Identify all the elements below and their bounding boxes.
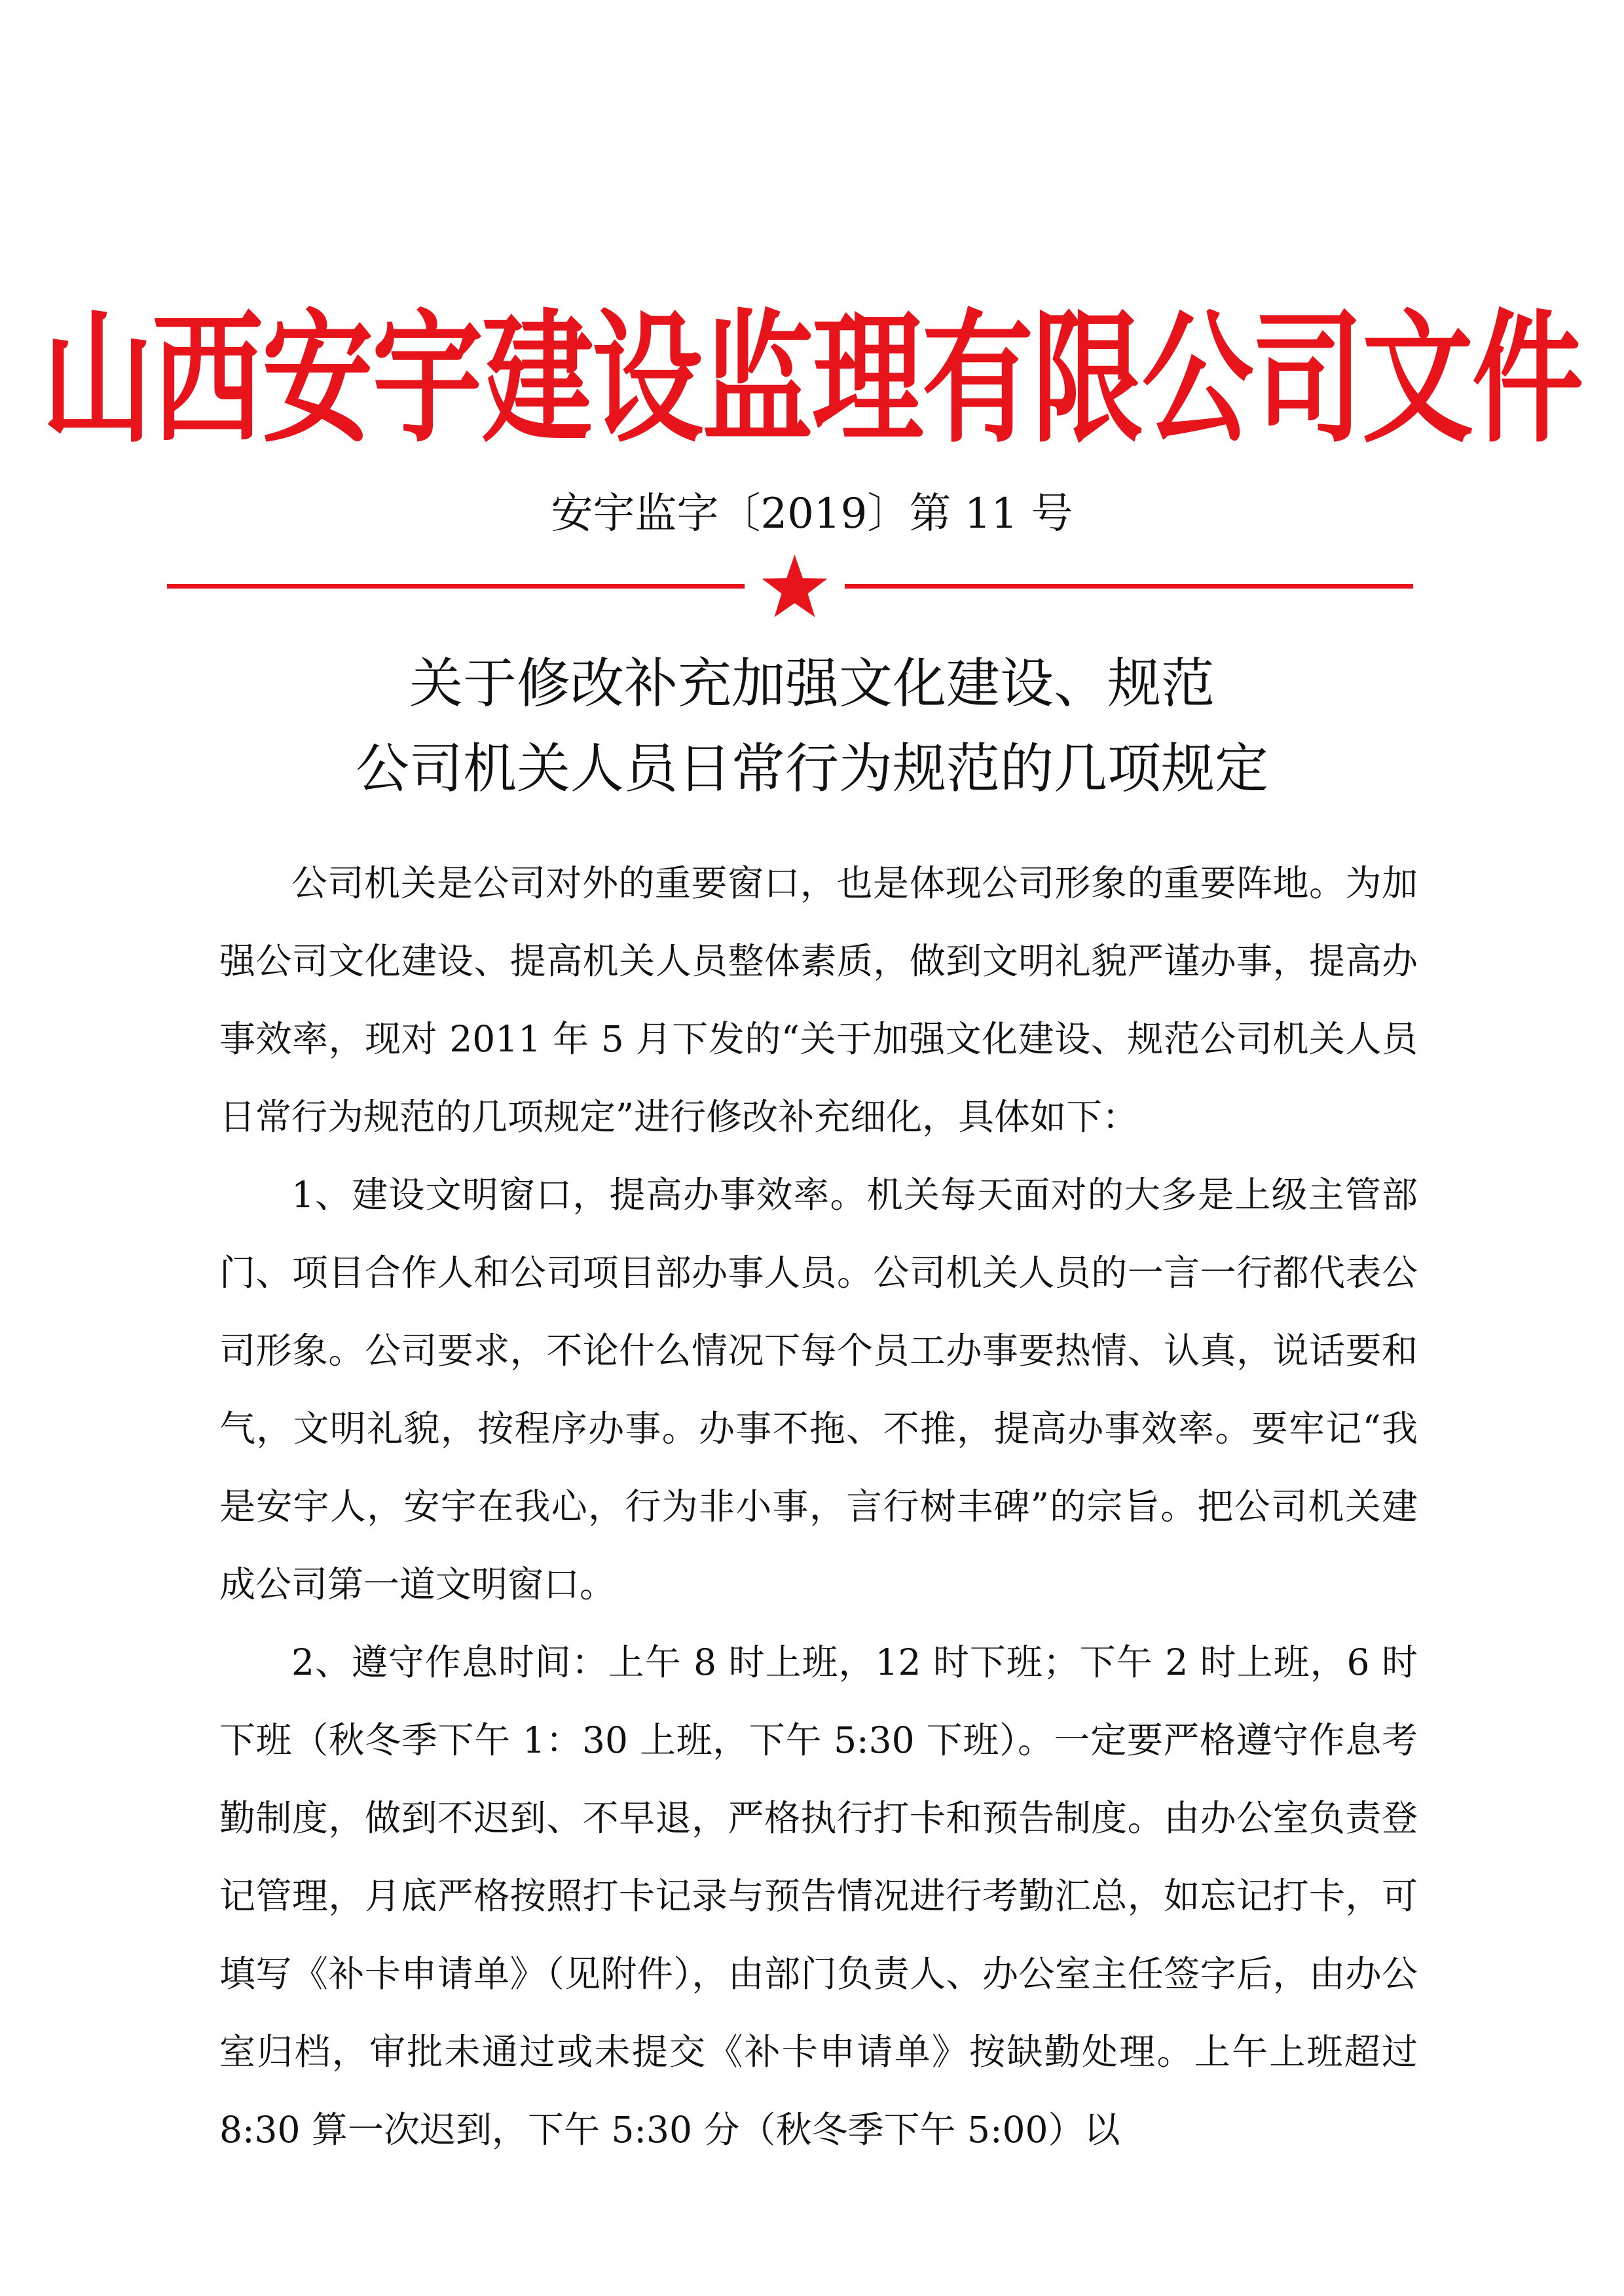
red-divider-left <box>167 584 745 589</box>
star-shape <box>762 555 827 617</box>
document-body <box>219 845 1418 2169</box>
red-star-icon <box>754 553 836 619</box>
document-title-line-2: 公司机关人员日常行为规范的几项规定 <box>355 738 1268 800</box>
body-paragraph-1: 1、建设文明窗口，提高办事效率。机关每天面对的大多是上级主管部门、项目合作人和公司项目部办事人员。公司机关人员的一言一行都代表公司形象。公司要求，不论什么情况下每个员工办事要热情、认真，说话要和气，文明礼貌，按程序办事。办事不拖、不推，提高办事效率。要牢记“我是安宇人，安宇在我心，行为非小事，言行树丰碑”的宗旨。把公司机关建成公司第一道文明窗口。 <box>219 1174 1418 1605</box>
document-masthead: 山西安宇建设监理有限公司文件 <box>41 297 1582 463</box>
document-title-line-1: 关于修改补充加强文化建设、规范 <box>409 653 1215 715</box>
document-number: 安宇监字〔2019〕第 11 号 <box>551 490 1073 538</box>
body-paragraph-intro: 公司机关是公司对外的重要窗口，也是体现公司形象的重要阵地。为加强公司文化建设、提高机关人员整体素质，做到文明礼貌严谨办事，提高办事效率，现对 2011 年 5 月下发的“关于加强文化建设、规范公司机关人员日常行为规范的几项规定”进行修改补充细化，具体如下： <box>219 862 1418 1138</box>
red-divider-right <box>845 584 1413 589</box>
body-paragraph-2: 2、遵守作息时间：上午 8 时上班，12 时下班；下午 2 时上班，6 时下班（秋冬季下午 1：30 上班，下午 5:30 下班）。一定要严格遵守作息考勤制度，做到不迟到、不早退，严格执行打卡和预告制度。由办公室负责登记管理，月底严格按照打卡记录与预告情况进行考勤汇总，如忘记打卡，可填写《补卡申请单》（见附件），由部门负责人、办公室主任签字后，由办公室归档，审批未通过或未提交《补卡申请单》按缺勤处理。上午上班超过 8:30 算一次迟到，下午 5:30 分（秋冬季下午 5:00）以 <box>219 1641 1418 2151</box>
